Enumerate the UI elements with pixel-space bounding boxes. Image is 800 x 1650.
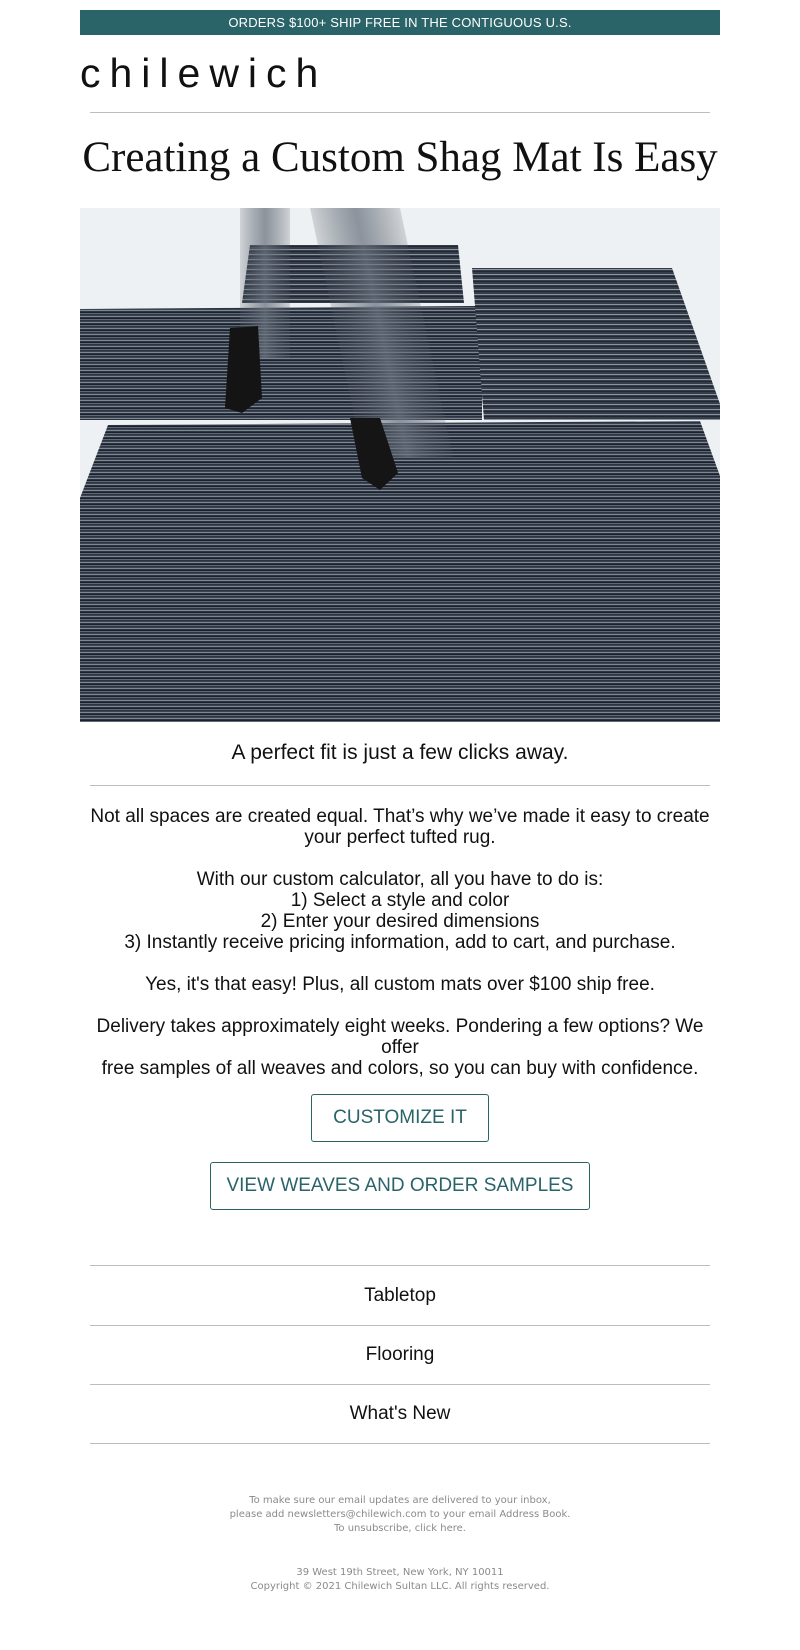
body-line: free samples of all weaves and colors, so you can buy with confidence. (101, 1058, 699, 1079)
body-line: 3) Instantly receive pricing information, add to cart, and purchase. (124, 932, 676, 953)
nav-item-whats-new[interactable]: What's New (349, 1403, 451, 1424)
customize-button[interactable]: CUSTOMIZE IT (311, 1094, 489, 1142)
boot-left (225, 326, 262, 413)
body-paragraph-2 (88, 869, 712, 953)
body-paragraph-3 (88, 974, 712, 995)
body-paragraph-1 (88, 806, 712, 848)
footer-line: To make sure our email updates are delivered to your inbox, (249, 1495, 551, 1506)
body-line: With our custom calculator, all you have to do is: (196, 869, 604, 890)
body-line: Yes, it's that easy! Plus, all custom mats over $100 ship free. (145, 974, 655, 995)
divider (90, 112, 710, 113)
body-line: Delivery takes approximately eight weeks. Pondering a few options? We offer (96, 1016, 704, 1058)
nav-item-flooring[interactable]: Flooring (365, 1344, 435, 1365)
body-line: your perfect tufted rug. (304, 827, 496, 848)
footer-address: 39 West 19th Street, New York, NY 10011 (296, 1567, 504, 1578)
shipping-banner: ORDERS $100+ SHIP FREE IN THE CONTIGUOUS U.S. (80, 10, 720, 35)
mat-front-large (80, 421, 720, 722)
brand-logo[interactable]: chilewich (80, 50, 328, 96)
order-samples-button[interactable]: VIEW WEAVES AND ORDER SAMPLES (210, 1162, 590, 1210)
divider (90, 1265, 710, 1266)
body-line: 2) Enter your desired dimensions (260, 911, 540, 932)
footer-deliverability-note (80, 1494, 720, 1536)
body-paragraph-4 (88, 1016, 712, 1079)
divider (90, 1443, 710, 1444)
page-title: Creating a Custom Shag Mat Is Easy (82, 134, 718, 181)
body-line: 1) Select a style and color (290, 890, 510, 911)
unsubscribe-link[interactable]: To unsubscribe, click here. (334, 1523, 466, 1534)
divider (90, 785, 710, 786)
footer-line: please add newsletters@chilewich.com to your email Address Book. (229, 1509, 571, 1520)
body-line: Not all spaces are created equal. That’s why we’ve made it easy to create (90, 806, 710, 827)
footer-copyright: Copyright © 2021 Chilewich Sultan LLC. All rights reserved. (250, 1581, 550, 1592)
nav-item-tabletop[interactable]: Tabletop (364, 1285, 436, 1306)
hero-subhead: A perfect fit is just a few clicks away. (231, 741, 569, 764)
footer-legal (80, 1566, 720, 1594)
hero-image[interactable] (80, 208, 720, 722)
